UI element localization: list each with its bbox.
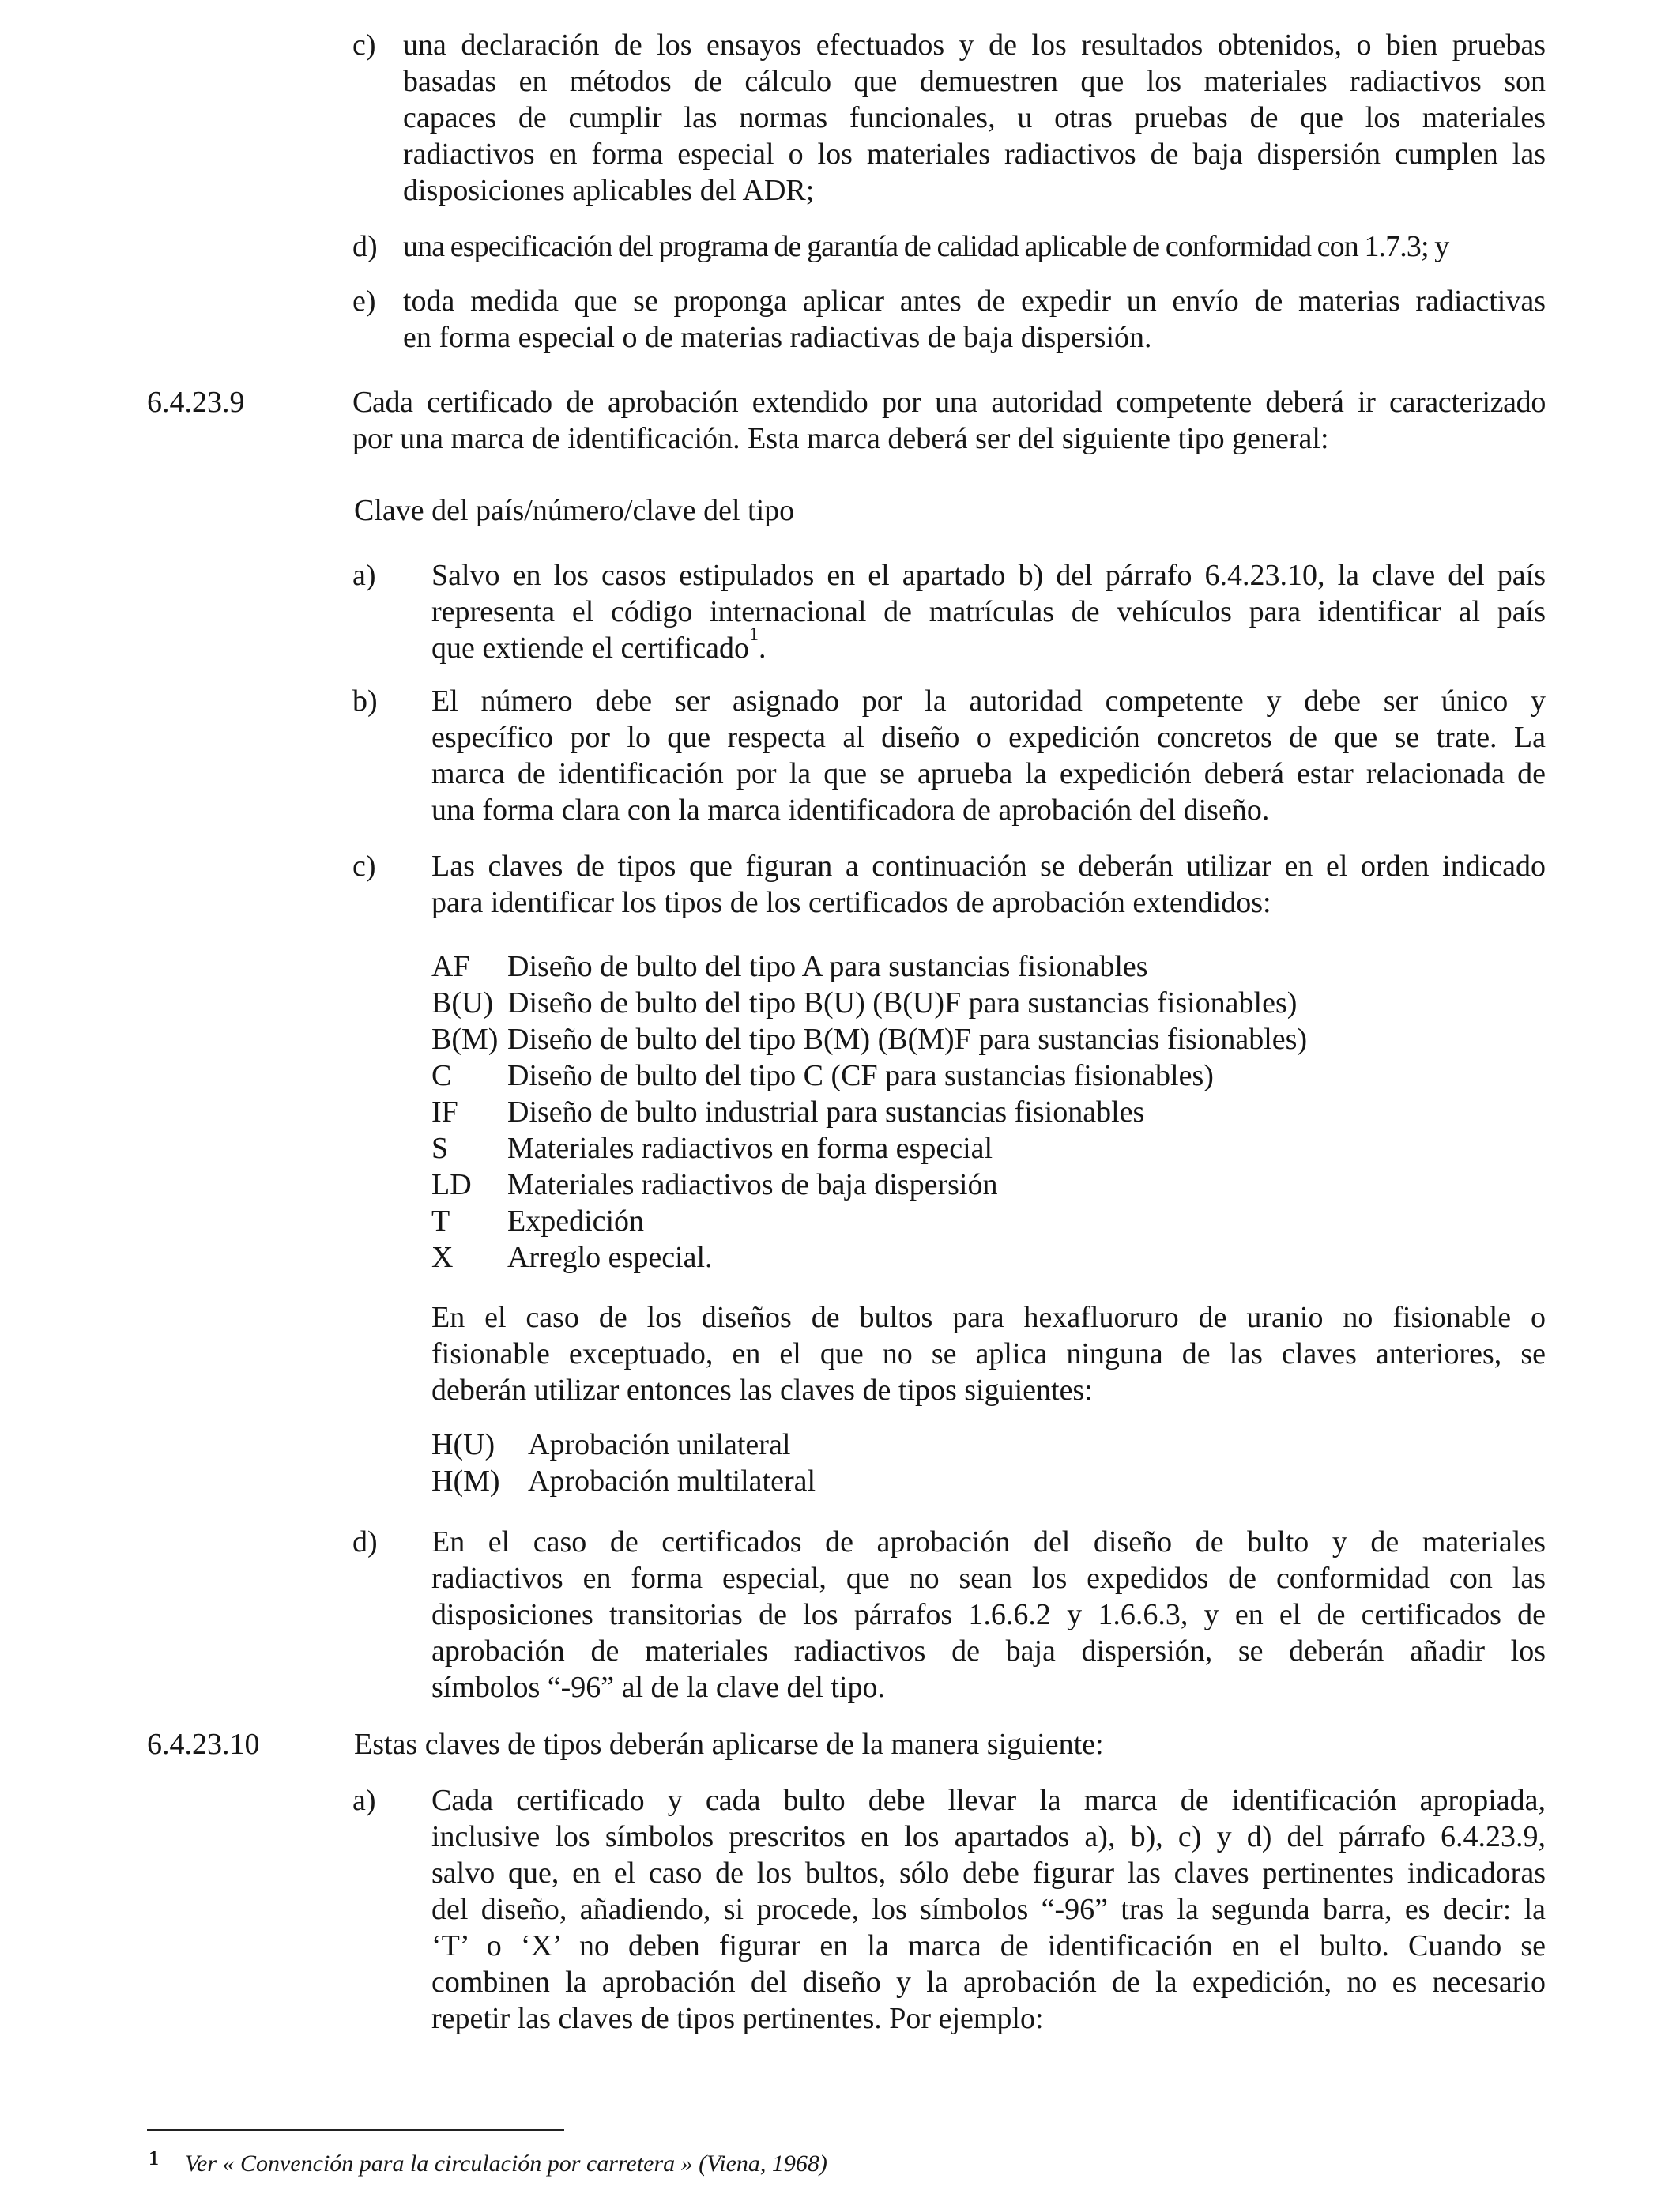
paragraph-line (431, 624, 1546, 666)
type-description: Diseño de bulto del tipo A para sustancias fisionables (507, 950, 1148, 983)
type-code: S (431, 1132, 449, 1165)
section-number: 6.4.23.10 (147, 1728, 260, 1761)
sentence-end: . (758, 631, 767, 665)
item-a-paragraph (431, 1782, 1546, 2037)
paragraph-line: repetir las claves de tipos pertinentes. Por ejemplo: (431, 2002, 1044, 2035)
type-description: Arreglo especial. (507, 1241, 713, 1274)
item-label: d) (352, 1525, 378, 1559)
paragraph-line: específico por lo que respecta al diseño o expedición concretos de que se trate. La (431, 721, 1546, 754)
item-b-paragraph (431, 683, 1546, 828)
item-d-paragraph: una especificación del programa de garantía de calidad aplicable de conformidad con 1.7.3; y (403, 230, 1449, 263)
paragraph-line: disposiciones aplicables del ADR; (403, 174, 815, 207)
paragraph-line: símbolos “-96” al de la clave del tipo. (431, 1671, 886, 1704)
section-paragraph: Estas claves de tipos deberán aplicarse de la manera siguiente: (354, 1728, 1104, 1761)
paragraph-line: capaces de cumplir las normas funcionales, u otras pruebas de que los materiales (403, 101, 1546, 134)
footnote-divider (147, 2129, 564, 2131)
type-description: Diseño de bulto del tipo B(U) (B(U)F para sustancias fisionables) (507, 986, 1298, 1020)
item-label: d) (352, 230, 378, 263)
type-description: Aprobación unilateral (528, 1428, 791, 1461)
item-d-paragraph (431, 1524, 1546, 1706)
paragraph-line: fisionable exceptuado, en el que no se aplica ninguna de las claves anteriores, se (431, 1337, 1546, 1370)
paragraph-line: basadas en métodos de cálculo que demuestren que los materiales radiactivos son (403, 65, 1546, 98)
uranium-paragraph (431, 1299, 1546, 1408)
paragraph-line: En el caso de los diseños de bultos para hexafluoruro de uranio no fisionable o (431, 1301, 1546, 1334)
item-label: a) (352, 559, 376, 592)
paragraph-line: una forma clara con la marca identificadora de aprobación del diseño. (431, 794, 1270, 827)
item-c-paragraph (431, 848, 1546, 921)
section-paragraph (352, 384, 1546, 457)
paragraph-line: para identificar los tipos de los certificados de aprobación extendidos: (431, 886, 1271, 919)
paragraph-line: representa el código internacional de matrículas de vehículos para identificar al país (431, 595, 1546, 628)
paragraph-line: combinen la aprobación del diseño y la aprobación de la expedición, no es necesario (431, 1966, 1546, 1999)
paragraph-line: aprobación de materiales radiactivos de baja dispersión, se deberán añadir los (431, 1634, 1546, 1668)
item-c-paragraph (403, 27, 1546, 209)
footnote-number: 1 (149, 2147, 159, 2169)
footnote-reference: 1 (748, 624, 759, 646)
type-code: H(U) (431, 1428, 495, 1461)
type-description: Diseño de bulto industrial para sustancias fisionables (507, 1095, 1145, 1129)
type-code: LD (431, 1168, 472, 1201)
item-label: a) (352, 1784, 376, 1817)
type-code: X (431, 1241, 454, 1274)
type-description: Aprobación multilateral (528, 1465, 816, 1498)
paragraph-line: marca de identificación por la que se aprueba la expedición deberá estar relacionada de (431, 757, 1546, 790)
paragraph-line: En el caso de certificados de aprobación del diseño de bulto y de materiales (431, 1525, 1546, 1559)
type-code: B(U) (431, 986, 494, 1020)
type-description: Expedición (507, 1204, 645, 1238)
item-label: e) (352, 285, 376, 318)
paragraph-line: Salvo en los casos estipulados en el apartado b) del párrafo 6.4.23.10, la clave del país (431, 559, 1546, 592)
paragraph-line: disposiciones transitorias de los párrafos 1.6.6.2 y 1.6.6.3, y en el de certificados de (431, 1598, 1546, 1631)
footnote-text: Ver « Convención para la circulación por carretera » (Viena, 1968) (185, 2151, 827, 2177)
item-a-paragraph (431, 557, 1546, 666)
paragraph-line: en forma especial o de materias radiactivas de baja dispersión. (403, 321, 1152, 354)
paragraph-line: radiactivos en forma especial, que no sean los expedidos de conformidad con las (431, 1562, 1546, 1595)
marking-format: Clave del país/número/clave del tipo (354, 494, 795, 527)
paragraph-line: deberán utilizar entonces las claves de tipos siguientes: (431, 1374, 1093, 1407)
paragraph-line: salvo que, en el caso de los bultos, sólo debe figurar las claves pertinentes indicadoras (431, 1857, 1546, 1890)
line-text: que extiende el certificado (431, 631, 749, 665)
type-code: H(M) (431, 1465, 500, 1498)
paragraph-line: Cada certificado de aprobación extendido por una autoridad competente deberá ir caracterizado (352, 386, 1546, 419)
paragraph-line: Las claves de tipos que figuran a continuación se deberán utilizar en el orden indicado (431, 850, 1546, 883)
paragraph-line: radiactivos en forma especial o los materiales radiactivos de baja dispersión cumplen las (403, 138, 1546, 171)
type-code: C (431, 1059, 452, 1092)
paragraph-line: Cada certificado y cada bulto debe llevar la marca de identificación apropiada, (431, 1784, 1546, 1817)
item-e-paragraph (403, 283, 1546, 356)
paragraph-line: inclusive los símbolos prescritos en los apartados a), b), c) y d) del párrafo 6.4.23.9, (431, 1820, 1546, 1853)
type-description: Materiales radiactivos de baja dispersión (507, 1168, 998, 1201)
paragraph-line: una declaración de los ensayos efectuados y de los resultados obtenidos, o bien pruebas (403, 28, 1546, 62)
type-description: Diseño de bulto del tipo C (CF para sustancias fisionables) (507, 1059, 1214, 1092)
type-code: B(M) (431, 1023, 499, 1056)
item-label: c) (352, 28, 376, 62)
paragraph-line: por una marca de identificación. Esta marca deberá ser del siguiente tipo general: (352, 422, 1329, 455)
paragraph-line: toda medida que se proponga aplicar antes de expedir un envío de materias radiactivas (403, 285, 1546, 318)
paragraph-line: ‘T’ o ‘X’ no deben figurar en la marca de identificación en el bulto. Cuando se (431, 1929, 1546, 1962)
section-number: 6.4.23.9 (147, 386, 245, 419)
type-description: Materiales radiactivos en forma especial (507, 1132, 993, 1165)
type-description: Diseño de bulto del tipo B(M) (B(M)F para sustancias fisionables) (507, 1023, 1308, 1056)
paragraph-line: del diseño, añadiendo, si procede, los símbolos “-96” tras la segunda barra, es decir: la (431, 1893, 1546, 1926)
type-code: IF (431, 1095, 458, 1129)
paragraph-line: El número debe ser asignado por la autoridad competente y debe ser único y (431, 684, 1546, 718)
type-code: AF (431, 950, 470, 983)
type-code: T (431, 1204, 450, 1238)
item-label: b) (352, 684, 378, 718)
item-label: c) (352, 850, 376, 883)
